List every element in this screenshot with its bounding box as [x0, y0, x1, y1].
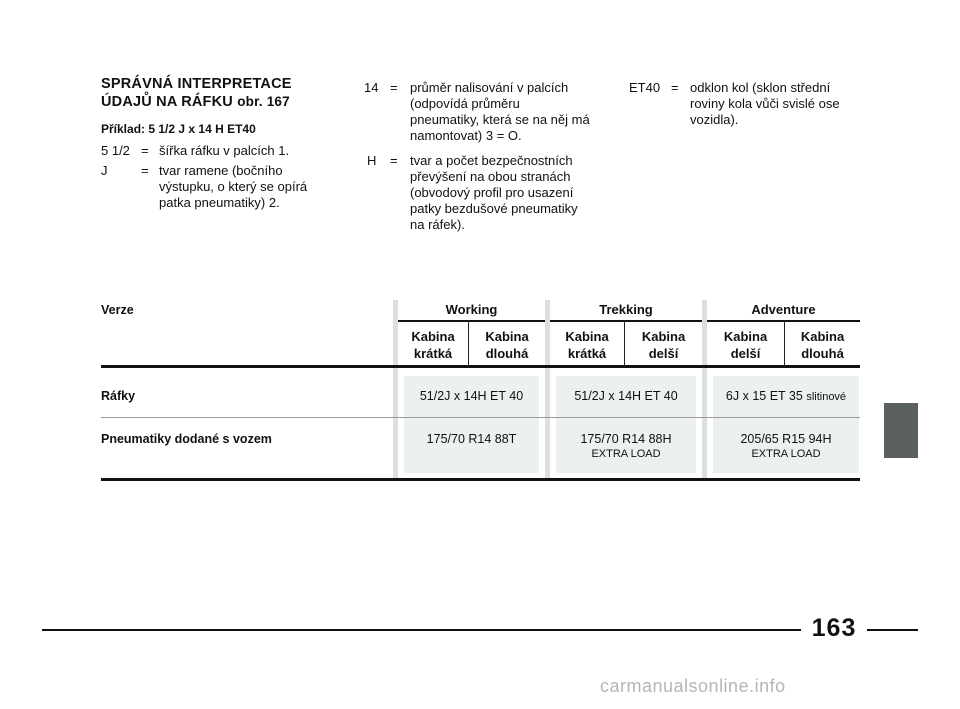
definition-term: 14 [364, 80, 379, 95]
heading-line-2: ÚDAJŮ NA RÁFKU obr. 167 [101, 94, 290, 110]
definition-text: (odpovídá průměru [410, 96, 520, 111]
definition-text: šířka ráfku v palcích 1. [159, 143, 290, 158]
row-label-rims: Ráfky [101, 389, 136, 403]
subheader-trekking-short: Kabina krátká [565, 329, 609, 361]
definition-text: tvar ramene (bočního [159, 163, 283, 178]
definition-equals: = [141, 143, 149, 158]
version-label: Verze [101, 303, 134, 317]
subheader-adventure-longer: Kabina delší [723, 329, 768, 361]
definition-text: na ráfek). [410, 217, 465, 232]
watermark: carmanualsonline.info [600, 676, 786, 696]
tyre-trekking: 175/70 R14 88H EXTRA LOAD [556, 432, 696, 462]
heading-line-1: SPRÁVNÁ INTERPRETACE [101, 76, 292, 92]
definition-text: převýšení na obou stranách [410, 169, 571, 184]
subheader-trekking-longer: Kabina delší [641, 329, 686, 361]
definition-14 [364, 80, 604, 146]
rim-adventure: 6J x 15 ET 35 slitinové [725, 389, 847, 403]
example-line: Příklad: 5 1/2 J x 14 H ET40 [101, 122, 256, 136]
group-rule [550, 320, 702, 322]
definition-text: roviny kola vůči svislé ose [690, 96, 840, 111]
definition-5-1-2 [101, 143, 341, 163]
group-trekking: Trekking [599, 302, 653, 317]
group-working: Working [445, 302, 498, 317]
group-adventure: Adventure [751, 302, 816, 317]
tyre-load-note: EXTRA LOAD [591, 448, 661, 460]
definition-text: pneumatiky, která se na něj má [410, 112, 590, 127]
column-separator [545, 300, 550, 480]
definition-text: odklon kol (sklon střední [690, 80, 831, 95]
tyre-working: 175/70 R14 88T [426, 432, 517, 446]
column-separator [393, 300, 398, 480]
section-heading [101, 76, 292, 111]
definition-text: výstupku, o který se opírá [159, 179, 308, 194]
tyre-load-note: EXTRA LOAD [751, 448, 821, 460]
definition-term: 5 1/2 [101, 143, 130, 158]
definition-term: J [101, 163, 108, 178]
group-rule [398, 320, 545, 322]
definition-j [101, 163, 341, 213]
header-rule [101, 365, 860, 368]
subheader-adventure-long: Kabina dlouhá [800, 329, 845, 361]
definition-equals: = [671, 80, 679, 95]
rim-trekking: 51/2J x 14H ET 40 [574, 389, 678, 403]
column-separator [702, 300, 707, 480]
definition-et40 [629, 80, 869, 130]
definition-equals: = [390, 80, 398, 95]
subheader-working-short: Kabina krátká [411, 329, 455, 361]
definition-text: průměr nalisování v palcích [410, 80, 569, 95]
definition-text: namontovat) 3 = O. [410, 128, 522, 143]
figure-reference: obr. 167 [237, 94, 290, 109]
definition-equals: = [141, 163, 149, 178]
page-number: 163 [801, 614, 867, 642]
definition-term: ET40 [629, 80, 661, 95]
subheader-working-long: Kabina dlouhá [485, 329, 529, 361]
tyre-adventure: 205/65 R15 94H EXTRA LOAD [713, 432, 859, 462]
row-divider [101, 417, 860, 418]
definition-text: patka pneumatiky) 2. [159, 195, 280, 210]
definition-h [364, 153, 604, 237]
table-bottom-rule [101, 478, 860, 481]
definition-text: tvar a počet bezpečnostních [410, 153, 573, 168]
definition-term: H [367, 153, 377, 168]
chapter-tab-marker [884, 403, 918, 458]
definition-equals: = [390, 153, 398, 168]
rim-material-note: slitinové [806, 391, 847, 403]
definition-text: vozidla). [690, 112, 739, 127]
definition-text: (obvodový profil pro usazení [410, 185, 574, 200]
footer-rule [42, 629, 918, 631]
definition-text: patky bezdušové pneumatiky [410, 201, 578, 216]
row-label-tyres: Pneumatiky dodané s vozem [101, 432, 272, 446]
rim-working: 51/2J x 14H ET 40 [419, 389, 524, 403]
